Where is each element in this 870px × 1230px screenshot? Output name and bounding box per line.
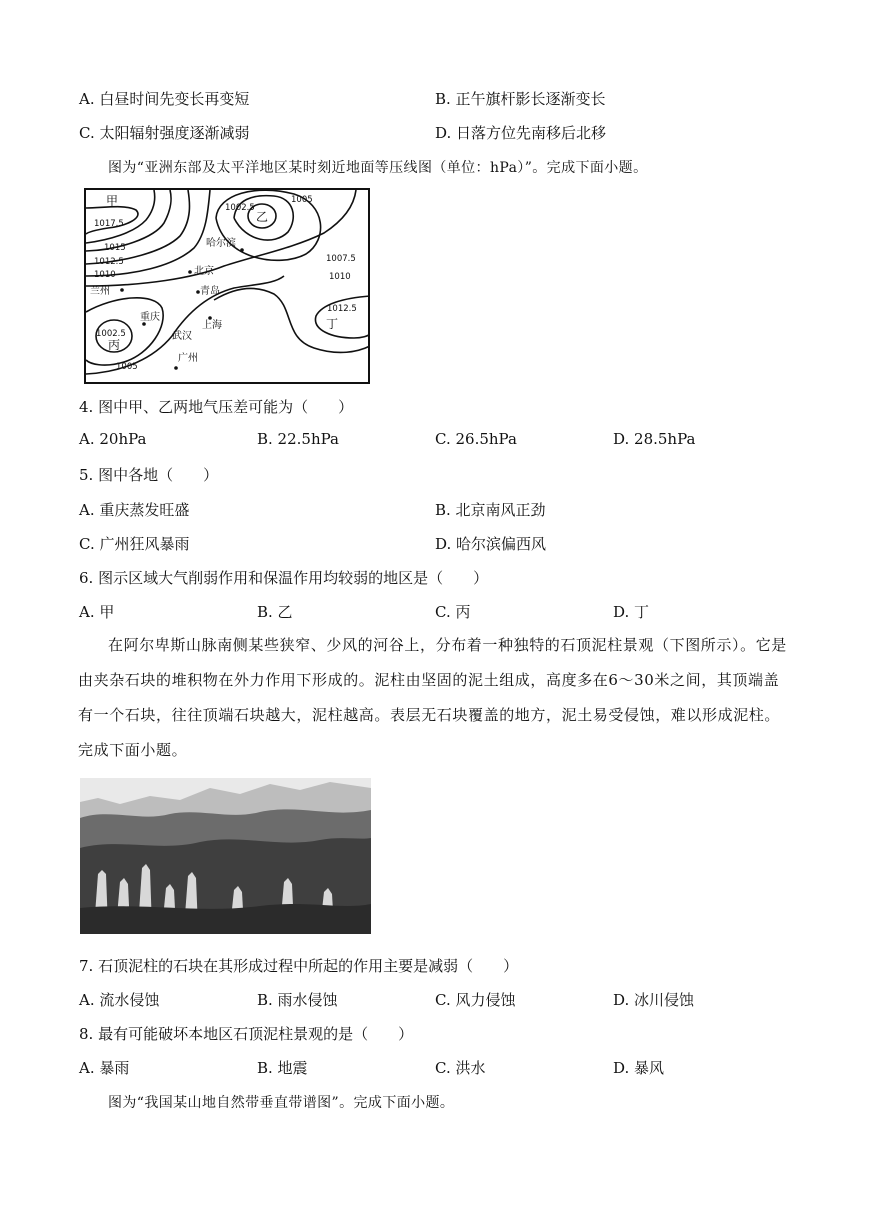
- city-chongqing: 重庆: [140, 312, 160, 323]
- q7-option-d: D. 冰川侵蚀: [613, 991, 695, 1009]
- label-yi: 乙: [256, 210, 269, 224]
- q7-option-b: B. 雨水侵蚀: [257, 991, 338, 1009]
- isobar-1012-5-right: 1012.5: [327, 304, 357, 314]
- q5-option-a: A. 重庆蒸发旺盛: [79, 501, 190, 519]
- isobar-1007-5: 1007.5: [326, 254, 356, 264]
- map-frame: [85, 189, 369, 383]
- q4-stem: 4. 图中甲、乙两地气压差可能为（ ）: [79, 398, 354, 416]
- q4-option-d: D. 28.5hPa: [613, 430, 696, 448]
- isobar-1002-5-top: 1002.5: [225, 203, 255, 213]
- q6-option-b: B. 乙: [257, 603, 293, 621]
- isobar-map: [84, 188, 370, 384]
- q5-option-d: D. 哈尔滨偏西风: [435, 535, 547, 553]
- q7-option-c: C. 风力侵蚀: [435, 991, 516, 1009]
- earth-pillar-photo: [80, 778, 371, 934]
- city-beijing: 北京: [194, 266, 214, 277]
- isobar-1005-bottom: 1005: [116, 362, 138, 372]
- isobar-1010-right: 1010: [329, 272, 351, 282]
- q6-option-a: A. 甲: [79, 603, 115, 621]
- city-wuhan: 武汉: [172, 331, 192, 342]
- q4-option-a: A. 20hPa: [79, 430, 147, 448]
- q5-stem: 5. 图中各地（ ）: [79, 466, 219, 484]
- isobar-1015: 1015: [104, 243, 126, 253]
- q3-option-b: B. 正午旗杆影长逐渐变长: [435, 90, 606, 108]
- q5-option-c: C. 广州狂风暴雨: [79, 535, 190, 553]
- q6-option-d: D. 丁: [613, 603, 650, 621]
- q7-option-a: A. 流水侵蚀: [79, 991, 160, 1009]
- isobar-1017-5: 1017.5: [94, 219, 124, 229]
- q8-option-b: B. 地震: [257, 1059, 308, 1077]
- isobar-1002-5-left: 1002.5: [96, 329, 126, 339]
- city-guangzhou: 广州: [178, 353, 198, 364]
- label-ding: 丁: [326, 317, 339, 331]
- isobar-1005-top: 1005: [291, 195, 313, 205]
- city-qingdao: 青岛: [200, 286, 220, 297]
- q5-option-b: B. 北京南风正劲: [435, 501, 546, 519]
- map-intro: 图为“亚洲东部及太平洋地区某时刻近地面等压线图（单位：hPa）”。完成下面小题。: [108, 160, 648, 176]
- q8-stem: 8. 最有可能破坏本地区石顶泥柱景观的是（ ）: [79, 1025, 414, 1043]
- city-shanghai: 上海: [202, 320, 222, 331]
- q6-option-c: C. 丙: [435, 603, 471, 621]
- q3-option-c: C. 太阳辐射强度逐渐减弱: [79, 124, 250, 142]
- q7-stem: 7. 石顶泥柱的石块在其形成过程中所起的作用主要是减弱（ ）: [79, 957, 519, 975]
- isobar-1010-left: 1010: [94, 270, 116, 280]
- q3-option-d: D. 日落方位先南移后北移: [435, 124, 607, 142]
- city-lanzhou: 兰州: [90, 286, 110, 297]
- label-bing: 丙: [108, 338, 121, 352]
- q3-option-a: A. 白昼时间先变长再变短: [79, 90, 250, 108]
- label-jia: 甲: [106, 194, 119, 208]
- q4-option-c: C. 26.5hPa: [435, 430, 517, 448]
- city-haerbin: 哈尔滨: [206, 238, 236, 249]
- passage-text: 在阿尔卑斯山脉南侧某些狭窄、少风的河谷上，分布着一种独特的石顶泥柱景观（下图所示）。它是由夹杂石块的堆积物在外力作用下形成的。泥柱由坚固的泥土组成，高度多在6～30米之间，其顶端盖有一个石块，往往顶端石块越大，泥柱越高。表层无石块覆盖的地方，泥土易受侵蚀，难以形成泥柱。完成下面小题。: [78, 636, 787, 759]
- q8-option-d: D. 暴风: [613, 1059, 665, 1077]
- q6-stem: 6. 图示区域大气削弱作用和保温作用均较弱的地区是（ ）: [79, 569, 489, 587]
- q8-option-a: A. 暴雨: [79, 1059, 130, 1077]
- q8-option-c: C. 洪水: [435, 1059, 486, 1077]
- next-intro: 图为“我国某山地自然带垂直带谱图”。完成下面小题。: [108, 1095, 455, 1111]
- isobar-1012-5-left: 1012.5: [94, 257, 124, 267]
- passage: [78, 628, 793, 768]
- q4-option-b: B. 22.5hPa: [257, 430, 339, 448]
